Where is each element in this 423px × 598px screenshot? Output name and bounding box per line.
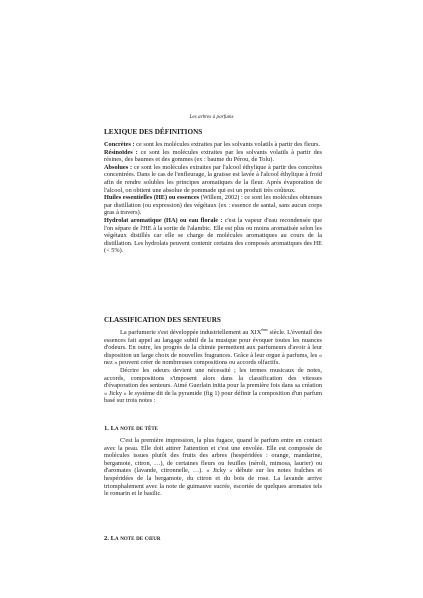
note-coeur-section — [104, 535, 322, 543]
definition-concretes: Concrètes : ce sont les molécules extraites par les solvants volatils à partir des fleurs. — [104, 141, 320, 148]
running-head: Les arbres à parfums — [189, 114, 234, 120]
classification-section — [104, 316, 322, 405]
definition-hydrolat: Hydrolat aromatique (HA) ou eau florale : c'est la vapeur d'eau recondensée que l'on sépare de l'HE à la sortie de l'alambic. Elle est plus ou moins aromatisée selon les végétaux distillés car elle se charge de molécules aromatiques au cours de la distillation. Les hydrolats peuvent contenir certains des composés aromatiques des HE (< 5%). — [104, 216, 322, 255]
definition-huiles-essentielles: Huiles essentielles (HE) ou essences (Willem, 2002) : ce sont les molécules obtenues par distillation (ou expression) des végétaux (ex : essence de santal, sans aucun corps gras à travers). — [104, 194, 322, 217]
classification-paragraph-1: La parfumerie s'est développée industriellement au XIXème siècle. L'éventail des essences fait appel au langage subtil de la musique pour évoquer toutes les nuances d'odeurs. En outre, les progrès de la chimie permettent aux parfumeurs d'avoir à leur disposition un large choix de nouvelles fragrances. Grâce à leur orgue à parfums, les « nez » peuvent créer de nombreuses compositions ou accords olfactifs. — [104, 326, 322, 367]
lexique-section — [104, 128, 322, 255]
classification-heading: CLASSIFICATION DES SENTEURS — [104, 316, 221, 324]
note-tete-paragraph: C'est la première impression, la plus fugace, quand le parfum entre en contact avec la peau. Elle doit attirer l'attention et c'est une envolée. Elle est composée de molécules issues plutôt des fruits des arbres (hespéridées : orange, mandarine, bergamote, citron, …), de certaines fleurs ou feuilles (néroli, mimosa, laurier) ou d'aromates (lavande, citronnelle, …). « Jicky » débute sur les notes fraîches et hespéridées de la bergamote, du citron et du bois de rose. La lavande arrive triomphalement avec la note de guimauve sucrée, escortée de quelques aromates tels le romarin et le basilic. — [104, 437, 322, 498]
definition-resinoides: Résinoïdes : ce sont les molécules extraites par les solvants volatils à partir des résines, des baumes et des gommes (ex : baume du Pérou, de Tolu). — [104, 148, 322, 164]
note-tete-heading: 1. La note de tête — [104, 425, 159, 432]
classification-paragraph-2: Décrire les odeurs devient une nécessité ; les termes musicaux de notes, accords, compositions s'imposent alors dans la classification des vitesses d'évaporation des senteurs. Aimé Guerlain initia pour la première fois dans sa création « Jicky » le système dit de la pyramide (fig 1) pour définir la composition d'un parfum basé sur trois notes : — [104, 366, 322, 405]
lexique-heading: LEXIQUE DES DÉFINITIONS — [104, 128, 203, 136]
note-coeur-heading: 2. La note de cœur — [104, 535, 161, 542]
note-tete-section — [104, 425, 322, 498]
definition-absolues: Absolues : ce sont les molécules extraites par l'alcool éthylique à partir des concrètes concentrées. Dans le cas de l'enfleurage, la graisse est lavée à l'alcool éthylique à froid afin de rendre solubles les principes aromatiques de la fleur. Après évaporation de l'alcool, on obtient une absolue de pommade qui est un produit très coûteux. — [104, 163, 323, 194]
